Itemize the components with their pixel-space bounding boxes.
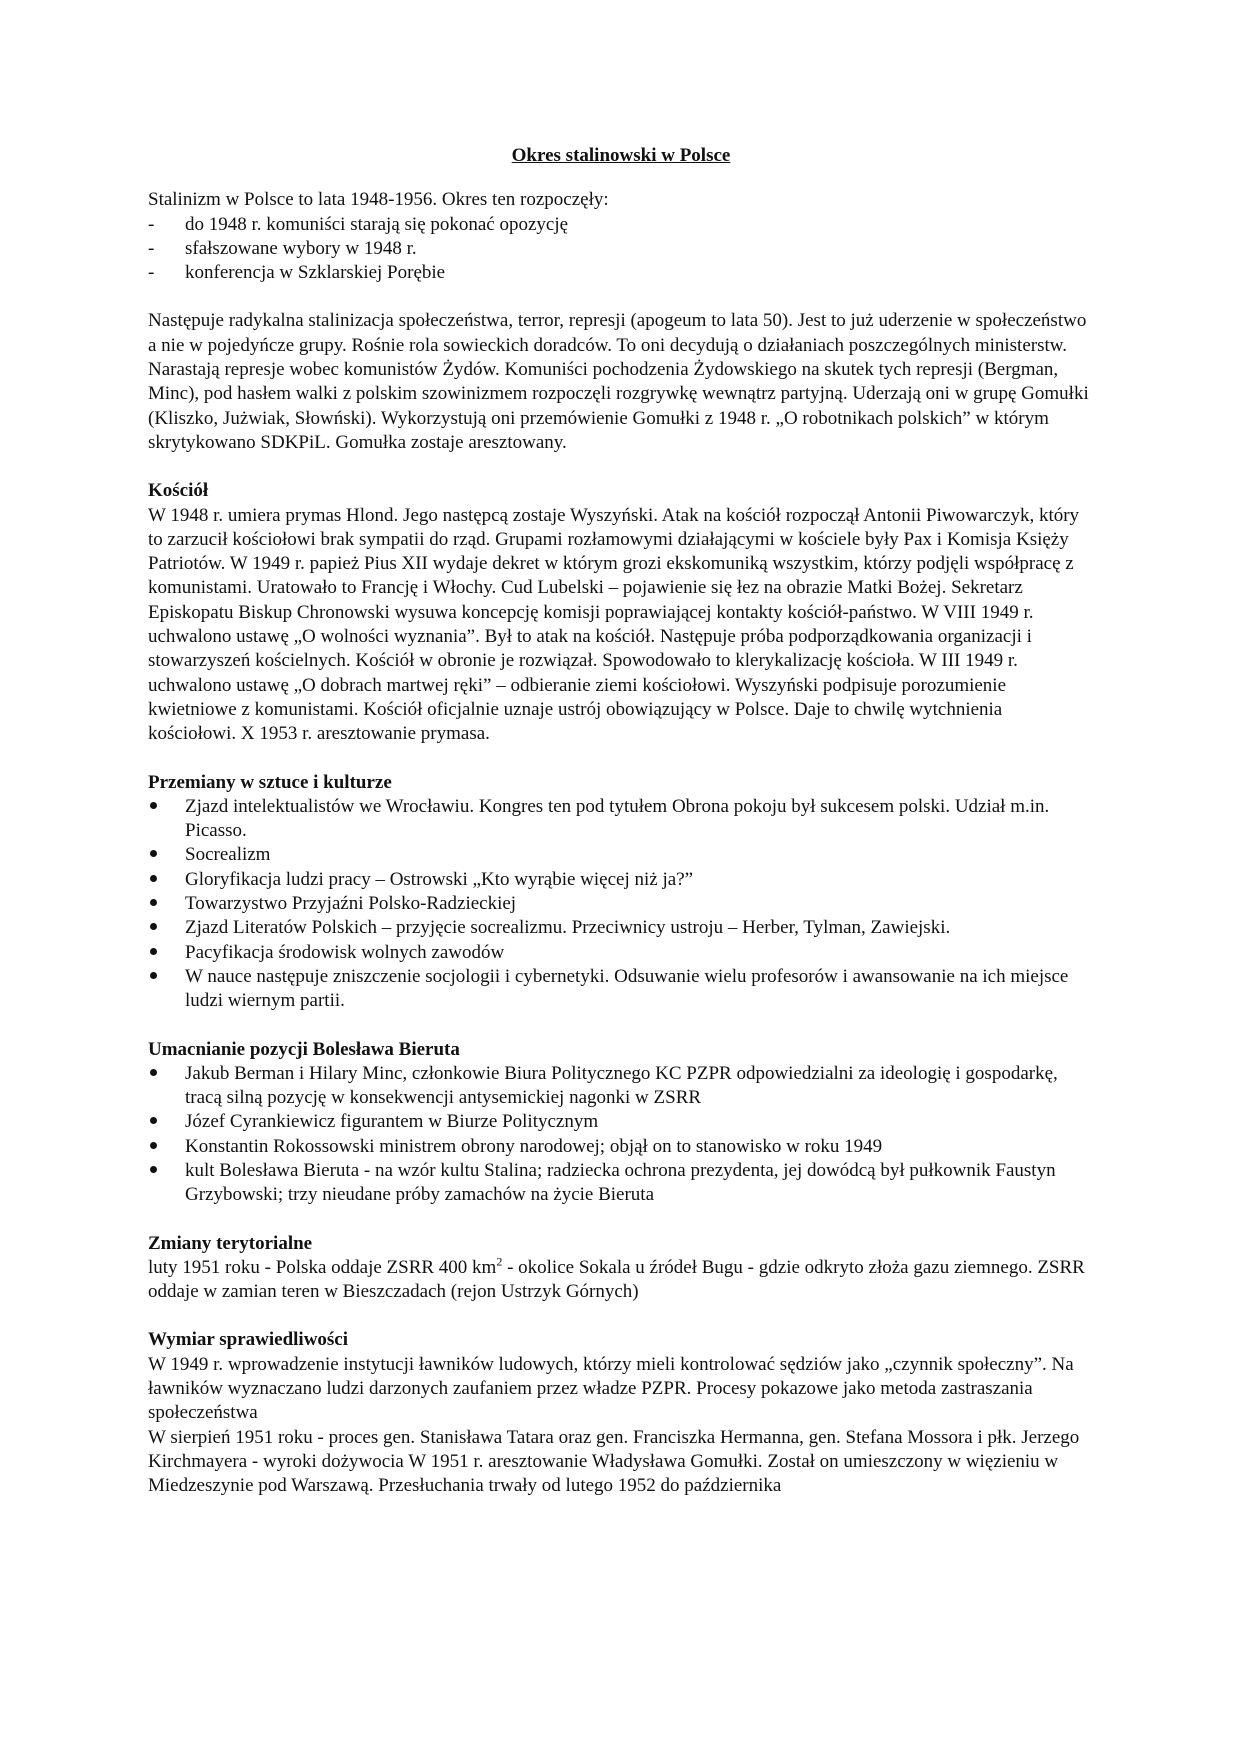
bullet-icon xyxy=(150,948,157,955)
list-item: W nauce następuje zniszczenie socjologii i cybernetyki. Odsuwanie wielu profesorów i awansowanie na ich miejsce ludzi wiernym partii. xyxy=(148,965,1094,1014)
paragraph-stalinizacja: Następuje radykalna stalinizacja społeczeństwa, terror, represji (apogeum to lata 50). Jest to już uderzenie w społeczeństwo a nie w pojedyńcze grupy. Rośnie rola sowieckich doradców. To oni decydują o działaniach poszczególnych ministerstw. Narastają represje wobec komunistów Żydów. Komuniści pochodzenia Żydowskiego na skutek tych represji (Bergman, Minc), pod hasłem walki z polskim szowinizmem rozpoczęli rozgrywkę wewnątrz partyjną. Uderzają oni w grupę Gomułki (Kliszko, Jużwiak, Słowński). Wykorzystują oni przemówienie Gomułki z 1948 r. „O robotnikach polskich” w którym skrytykowano SDKPiL. Gomułka zostaje aresztowany. xyxy=(148,310,1089,453)
list-item: Gloryfikacja ludzi pracy – Ostrowski „Kto wyrąbie więcej niż ja?” xyxy=(148,868,1094,892)
bullet-icon xyxy=(150,875,157,882)
bullet-icon xyxy=(150,802,157,809)
section-text: W 1949 r. wprowadzenie instytucji ławników ludowych, którzy mieli kontrolować sędziów jako „czynnik społeczny”. Na ławników wyznaczano ludzi darzonych zaufaniem przez władze PZPR. Procesy pokazowe jako metoda zastraszania społeczeństwa xyxy=(148,1353,1074,1424)
bullet-icon xyxy=(150,850,157,857)
section-heading: Przemiany w sztuce i kulturze xyxy=(148,771,392,793)
list-item: Józef Cyrankiewicz figurantem w Biurze Politycznym xyxy=(148,1110,1094,1134)
dash-marker xyxy=(148,261,185,285)
list-item: Jakub Berman i Hilary Minc, członkowie Biura Politycznego KC PZPR odpowiedzialni za ideologię i gospodarkę, tracą silną pozycję w konsekwencji antysemickiej nagonki w ZSRR xyxy=(148,1062,1094,1111)
intro-text: Stalinizm w Polsce to lata 1948-1956. Okres ten rozpoczęły: xyxy=(148,189,609,211)
list-item: kult Bolesława Bieruta - na wzór kultu Stalina; radziecka ochrona prezydenta, jej dowódcą był pułkownik Faustyn Grzybowski; trzy nieudane próby zamachów na życie Bieruta xyxy=(148,1159,1094,1208)
section-heading: Zmiany terytorialne xyxy=(148,1232,313,1254)
bullet-icon xyxy=(150,1117,157,1124)
bullet-icon xyxy=(150,923,157,930)
bullet-list xyxy=(148,795,1094,1014)
dash-marker xyxy=(148,237,185,261)
intro-list xyxy=(148,213,1094,286)
section-bierut xyxy=(148,1038,1094,1208)
bullet-list xyxy=(148,1062,1094,1208)
bullet-icon xyxy=(150,1069,157,1076)
document-title: Okres stalinowski w Polsce xyxy=(511,145,731,166)
list-item: - konferencja w Szklarskiej Porębie xyxy=(148,261,1094,285)
list-item: Towarzystwo Przyjaźni Polsko-Radzieckiej xyxy=(148,892,1094,916)
section-text: luty 1951 roku - Polska oddaje ZSRR 400 $km^2$ - okolice Sokala u źródeł Bugu - gdzie odkryto złoża gazu ziemnego. ZSRR oddaje w zamian teren w Bieszczadach (rejon Ustrzyk Górnych) xyxy=(148,1254,1085,1303)
document-body xyxy=(148,144,1094,1499)
list-item: Zjazd intelektualistów we Wrocławiu. Kongres ten pod tytułem Obrona pokoju był sukcesem polski. Udział m.in. Picasso. xyxy=(148,795,1094,844)
bullet-icon xyxy=(150,1142,157,1149)
section-przemiany xyxy=(148,771,1094,1014)
section-text: W sierpień 1951 roku - proces gen. Stanisława Tatara oraz gen. Franciszka Hermanna, gen. Stefana Mossora i płk. Jerzego Kirchmayera - wyroki dożywocia W 1951 r. aresztowanie Władysława Gomułki. Został on umieszczony w więzieniu w Miedzeszynie pod Warszawą. Przesłuchania trwały od lutego 1952 do października xyxy=(148,1426,1080,1497)
list-item: - sfałszowane wybory w 1948 r. xyxy=(148,237,1094,261)
list-item: Socrealizm xyxy=(148,843,1094,867)
bullet-icon xyxy=(150,1166,157,1173)
superscript: 2 xyxy=(496,1254,503,1269)
section-kosciol xyxy=(148,479,1094,746)
section-heading: Wymiar sprawiedliwości xyxy=(148,1329,349,1351)
section-wymiar xyxy=(148,1328,1094,1498)
section-heading: Kościół xyxy=(148,480,209,502)
section-heading: Umacnianie pozycji Bolesława Bieruta xyxy=(148,1038,460,1060)
list-item: Konstantin Rokossowski ministrem obrony narodowej; objął on to stanowisko w roku 1949 xyxy=(148,1135,1094,1159)
list-item: Pacyfikacja środowisk wolnych zawodów xyxy=(148,941,1094,965)
section-zmiany xyxy=(148,1232,1094,1305)
dash-marker xyxy=(148,213,185,237)
bullet-icon xyxy=(150,972,157,979)
list-item: - do 1948 r. komuniści starają się pokonać opozycję xyxy=(148,213,1094,237)
bullet-icon xyxy=(150,899,157,906)
section-text: W 1948 r. umiera prymas Hlond. Jego następcą zostaje Wyszyński. Atak na kościół rozpoczął Antonii Piwowarczyk, który to zarzucił kościołowi brak sympatii do rząd. Grupami rozłamowymi działającymi w kościele były Pax i Komisja Księży Patriotów. W 1949 r. papież Pius XII wydaje dekret w którym grozi ekskomuniką wszystkim, którzy podjęli współpracę z komunistami. Uratowało to Francję i Włochy. Cud Lubelski – pojawienie się łez na obrazie Matki Bożej. Sekretarz Episkopatu Biskup Chronowski wysuwa koncepcję komisji poprawiającej kontakty kościół-państwo. W VIII 1949 r. uchwalono ustawę „O wolności wyznania”. Był to atak na kościół. Następuje próba podporządkowania organizacji i stowarzyszeń kościelnych. Kościół w obronie je rozwiązał. Spowodowało to klerykalizację kościoła. W III 1949 r. uchwalono ustawę „O dobrach martwej ręki” – odbieranie ziemi kościołowi. Wyszyński podpisuje porozumienie kwietniowe z komunistami. Kościół oficjalnie uznaje ustrój obowiązujący w Polsce. Daje to chwilę wytchnienia kościołowi. X 1953 r. aresztowanie prymasa. xyxy=(148,504,1080,745)
list-item: Zjazd Literatów Polskich – przyjęcie socrealizmu. Przeciwnicy ustroju – Herber, Tylman, Zawiejski. xyxy=(148,916,1094,940)
